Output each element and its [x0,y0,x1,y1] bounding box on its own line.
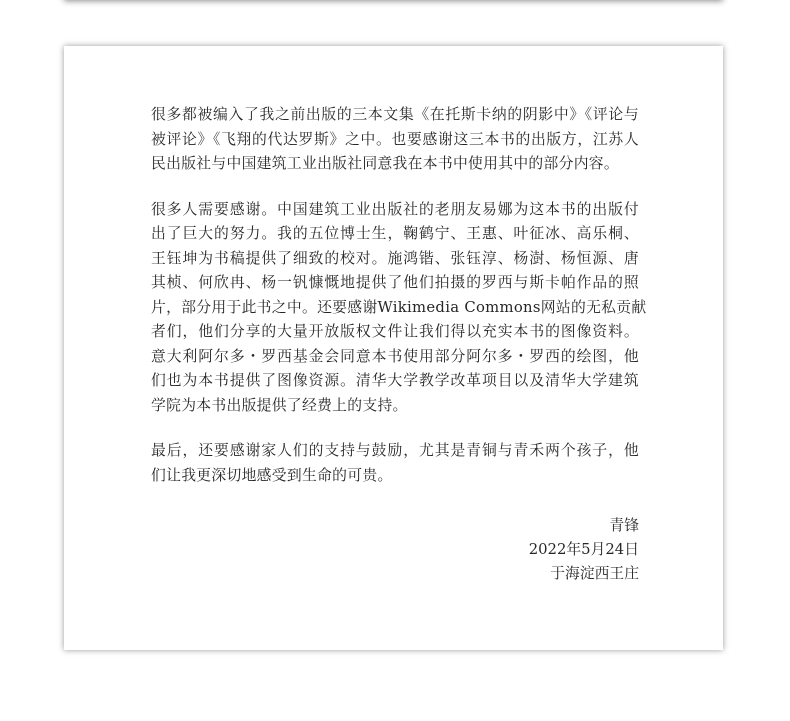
text-line: 们让我更深切地感受到生命的可贵。 [151,466,393,484]
author-name: 青锋 [609,517,639,534]
text-line: 很多都被编入了我之前出版的三本文集《在托斯卡纳的阴影中》《评论与 [151,106,639,123]
document-page [64,46,723,650]
text-line: 意大利阿尔多・罗西基金会同意本书使用部分阿尔多・罗西的绘图，他 [151,347,639,365]
text-line: 者们，他们分享的大量开放版权文件让我们得以充实本书的图像资料。 [151,323,639,340]
text-line: 学院为本书出版提供了经费上的支持。 [151,396,408,414]
text-line: 出了巨大的努力。我的五位博士生，鞠鹤宁、王惠、叶征冰、高乐桐、 [151,225,639,242]
text-line: 民出版社与中国建筑工业出版社同意我在本书中使用其中的部分内容。 [151,155,620,172]
signature-block [151,514,639,586]
paragraph-1 [151,103,639,177]
signature-date: 2022年5月24日 [528,541,639,558]
text-line: 们也为本书提供了图像资源。清华大学教学改革项目以及清华大学建筑 [151,372,639,389]
signature-place: 于海淀西王庄 [550,565,639,582]
text-line: 王钰坤为书稿提供了细致的校对。施鸿锴、张钰淳、杨澍、杨恒源、唐 [151,249,639,267]
text-line: 最后，还要感谢家人们的支持与鼓励，尤其是青铜与青禾两个孩子，他 [151,442,639,459]
text-line: 很多人需要感谢。中国建筑工业出版社的老朋友易娜为这本书的出版付 [151,200,639,218]
text-line: 其桢、何欣冉、杨一钒慷慨地提供了他们拍摄的罗西与斯卡帕作品的照 [151,274,639,291]
text-line: 被评论》《飞翔的代达罗斯》之中。也要感谢这三本书的出版方，江苏人 [151,130,639,148]
paragraph-3 [151,439,639,488]
text-line: 片，部分用于此书之中。还要感谢Wikimedia Commons网站的无私贡献 [151,298,647,316]
page-content [151,103,647,586]
paragraph-2 [151,198,647,419]
